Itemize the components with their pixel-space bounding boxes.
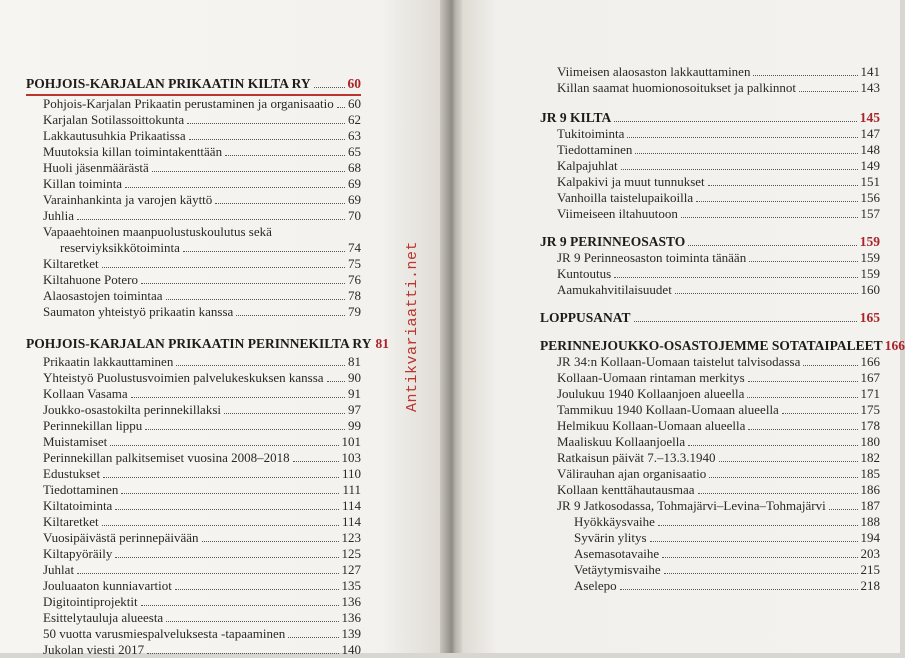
section-heading [540, 310, 880, 326]
toc-entry: Esittelytauluja alueesta 136 [43, 610, 361, 625]
toc-entry: Vetäytymisvaihe 215 [574, 562, 880, 577]
toc-entry: Edustukset 110 [43, 466, 361, 481]
toc-entry: Tiedottaminen 111 [43, 482, 361, 497]
toc-entry: Killan toiminta 69 [43, 176, 361, 191]
toc-entry: Vapaaehtoinen maanpuolustuskoulutus sekä [43, 224, 272, 239]
toc-entry: Jukolan viesti 2017 140 [43, 642, 361, 657]
section-heading [26, 76, 361, 92]
toc-entry: Tukitoiminta 147 [557, 126, 880, 141]
toc-entry: Syvärin ylitys 194 [574, 530, 880, 545]
toc-entry: Kollaan-Uomaan rintaman merkitys 167 [557, 370, 880, 385]
toc-entry: Joukko-osastokilta perinnekillaksi 97 [43, 402, 361, 417]
right-page [462, 0, 905, 653]
section-page: 145 [859, 110, 880, 125]
toc-entry: Hyökkäysvaihe 188 [574, 514, 880, 529]
toc-entry: Muistamiset 101 [43, 434, 361, 449]
section-title: PERINNEJOUKKO-OSASTOJEMME SOTATAIPALEET [540, 338, 883, 353]
toc-entry: Kalpakivi ja muut tunnukset 151 [557, 174, 880, 189]
section-page: 60 [347, 76, 361, 91]
section-page: 81 [375, 336, 389, 351]
toc-entry-continuation: reserviyksikkötoiminta 74 [60, 240, 361, 255]
section-heading [540, 234, 880, 250]
toc-entry: Juhlia 70 [43, 208, 361, 223]
toc-entry: Helmikuu Kollaan-Uomaan alueella 178 [557, 418, 880, 433]
toc-entry: Kuntoutus 159 [557, 266, 880, 281]
toc-entry: Pohjois-Karjalan Prikaatin perustaminen ja organisaatio 60 [43, 96, 361, 111]
section-title: POHJOIS-KARJALAN PRIKAATIN PERINNEKILTA RY [26, 336, 372, 351]
section-title: LOPPUSANAT [540, 310, 631, 325]
toc-entry: Perinnekillan palkitsemiset vuosina 2008–2018 103 [43, 450, 361, 465]
toc-entry: Yhteistyö Puolustusvoimien palvelukeskuksen kanssa 90 [43, 370, 361, 385]
toc-entry: Alaosastojen toimintaa 78 [43, 288, 361, 303]
section-heading [540, 338, 905, 354]
section-heading [540, 110, 880, 126]
section-page: 166 [884, 338, 905, 353]
toc-entry: Kiltahuone Potero 76 [43, 272, 361, 287]
section-title: POHJOIS-KARJALAN PRIKAATIN KILTA RY [26, 76, 311, 91]
toc-entry: Prikaatin lakkauttaminen 81 [43, 354, 361, 369]
toc-entry: Juhlat 127 [43, 562, 361, 577]
toc-entry: Viimeisen alaosaston lakkauttaminen 141 [557, 64, 880, 79]
toc-entry: Joulukuu 1940 Kollaanjoen alueella 171 [557, 386, 880, 401]
section-page: 165 [859, 310, 880, 325]
toc-entry: Kollaan Vasama 91 [43, 386, 361, 401]
toc-entry: Maaliskuu Kollaanjoella 180 [557, 434, 880, 449]
toc-entry: Digitointiprojektit 136 [43, 594, 361, 609]
section-heading [26, 336, 389, 352]
toc-entry: JR 34:n Kollaan-Uomaan taistelut talvisodassa 166 [557, 354, 880, 369]
section-title: JR 9 KILTA [540, 110, 612, 125]
toc-entry: Huoli jäsenmäärästä 68 [43, 160, 361, 175]
toc-entry: Viimeiseen iltahuutoon 157 [557, 206, 880, 221]
section-page: 159 [859, 234, 880, 249]
toc-entry: JR 9 Perinneosaston toiminta tänään 159 [557, 250, 880, 265]
toc-entry: Asemasotavaihe 203 [574, 546, 880, 561]
toc-entry: Kiltatoiminta 114 [43, 498, 361, 513]
toc-entry: Lakkautusuhkia Prikaatissa 63 [43, 128, 361, 143]
toc-entry: Kalpajuhlat 149 [557, 158, 880, 173]
toc-entry: Aselepo 218 [574, 578, 880, 593]
toc-entry: Kiltaretket 75 [43, 256, 361, 271]
toc-entry: Tammikuu 1940 Kollaan-Uomaan alueella 175 [557, 402, 880, 417]
toc-entry: Perinnekillan lippu 99 [43, 418, 361, 433]
toc-entry: Tiedottaminen 148 [557, 142, 880, 157]
toc-entry: Kollaan kenttähautausmaa 186 [557, 482, 880, 497]
toc-entry: Killan saamat huomionosoitukset ja palkinnot 143 [557, 80, 880, 95]
left-page [0, 0, 448, 657]
toc-entry: Jouluaaton kunniavartiot 135 [43, 578, 361, 593]
toc-entry: Varainhankinta ja varojen käyttö 69 [43, 192, 361, 207]
toc-entry: Ratkaisun päivät 7.–13.3.1940 182 [557, 450, 880, 465]
toc-entry: Karjalan Sotilassoittokunta 62 [43, 112, 361, 127]
toc-entry: 50 vuotta varusmiespalveluksesta -tapaaminen 139 [43, 626, 361, 641]
toc-entry: Saumaton yhteistyö prikaatin kanssa 79 [43, 304, 361, 319]
section-title: JR 9 PERINNEOSASTO [540, 234, 686, 249]
toc-entry: Välirauhan ajan organisaatio 185 [557, 466, 880, 481]
toc-entry: Kiltaretket 114 [43, 514, 361, 529]
toc-entry: Muutoksia killan toimintakenttään 65 [43, 144, 361, 159]
toc-entry: Aamukahvitilaisuudet 160 [557, 282, 880, 297]
toc-entry: JR 9 Jatkosodassa, Tohmajärvi–Levina–Tohmajärvi 187 [557, 498, 880, 513]
toc-entry: Vuosipäivästä perinnepäivään 123 [43, 530, 361, 545]
watermark: Antikvariaatti.net [404, 240, 421, 412]
toc-entry: Vanhoilla taistelupaikoilla 156 [557, 190, 880, 205]
toc-entry: Kiltapyöräily 125 [43, 546, 361, 561]
